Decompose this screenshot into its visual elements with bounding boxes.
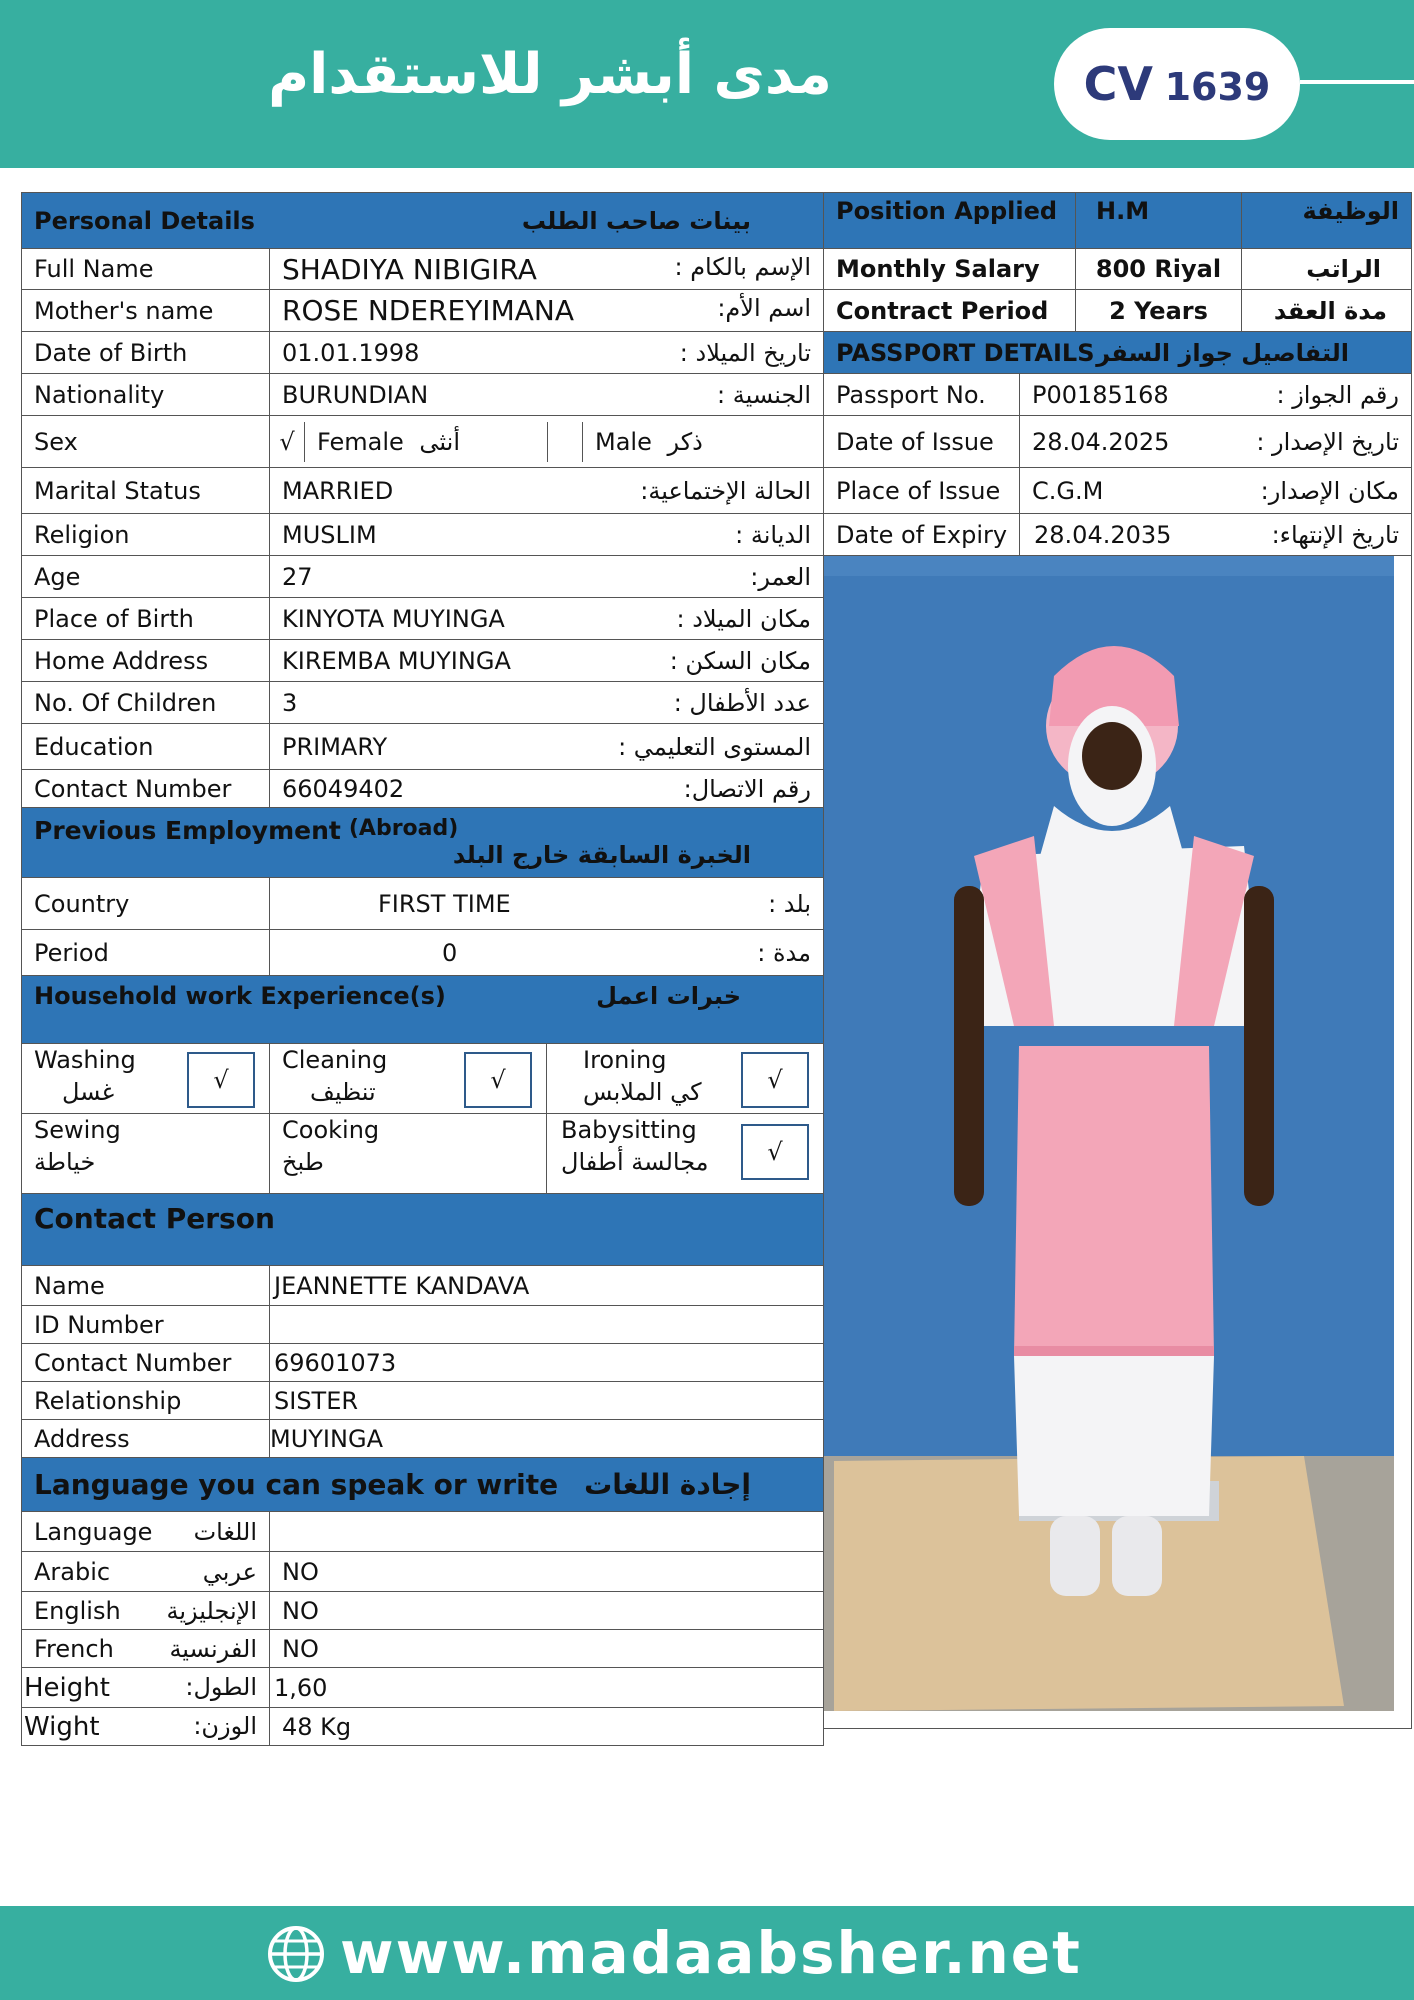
- row-label: Home Address: [22, 640, 270, 682]
- height-label: Height: [24, 1672, 110, 1703]
- language-row: [22, 1592, 824, 1630]
- row-value: PRIMARY: [282, 732, 388, 761]
- weight-label: Wight: [24, 1711, 100, 1742]
- previous-title-en: Previous Employment: [34, 816, 341, 845]
- height-value: 1,60: [270, 1668, 824, 1708]
- brand-title: مدى أبشر للاستقدام: [268, 42, 832, 107]
- candidate-photo: [824, 556, 1412, 1728]
- row-value-cell: [270, 332, 824, 374]
- personal-row: [22, 770, 824, 808]
- personal-row: [22, 556, 824, 598]
- row-value: 01.01.1998: [282, 338, 420, 367]
- personal-row: [22, 640, 824, 682]
- country-value: FIRST TIME: [378, 889, 511, 918]
- passport-value: P00185168: [1032, 380, 1169, 409]
- weight-label-ar: الوزن:: [193, 1711, 257, 1740]
- row-label: Date of Birth: [22, 332, 270, 374]
- skill-label-ar: خياطة: [34, 1148, 96, 1176]
- skill-label-ar: طبخ: [282, 1148, 324, 1176]
- contact-label: ID Number: [22, 1306, 270, 1344]
- skill-babysitting: [547, 1114, 824, 1194]
- contact-value: JEANNETTE KANDAVA: [270, 1266, 824, 1306]
- row-value-cell: [270, 468, 824, 514]
- personal-details-header: [22, 193, 824, 249]
- cv-number: 1639: [1164, 65, 1271, 109]
- language-label-cell: [22, 1630, 270, 1668]
- personal-row: [22, 682, 824, 724]
- salary-row: [824, 249, 1412, 290]
- row-label-ar: الحالة الإختماعية:: [640, 476, 811, 505]
- height-label-ar: الطول:: [185, 1672, 257, 1701]
- language-label-ar: عربي: [202, 1557, 257, 1586]
- cv-label: CV: [1083, 57, 1153, 111]
- cv-number-badge: [1054, 28, 1300, 140]
- row-label: Religion: [22, 514, 270, 556]
- photo-skirt: [1014, 1356, 1214, 1516]
- row-label-ar: العمر:: [750, 562, 811, 591]
- skill-checkbox[interactable]: √: [464, 1052, 532, 1108]
- row-value: MARRIED: [282, 476, 394, 505]
- languages-title-ar: إجادة اللغات: [584, 1468, 751, 1501]
- photo-face: [1082, 722, 1142, 790]
- passport-title-en: PASSPORT DETAILS: [836, 338, 1095, 367]
- contract-label-ar: مدة العقد: [1242, 290, 1412, 332]
- language-row: [22, 1512, 824, 1552]
- skill-label: Cooking: [282, 1116, 380, 1144]
- personal-title-ar: بينات صاحب الطلب: [521, 206, 751, 235]
- language-label-ar: اللغات: [193, 1517, 257, 1546]
- contact-label: Relationship: [22, 1382, 270, 1420]
- skill-label-ar: كي الملابس: [583, 1078, 702, 1106]
- row-value-cell: [270, 640, 824, 682]
- weight-value: 48 Kg: [270, 1708, 824, 1746]
- previous-title-ar: الخبرة السابقة خارج البلد: [452, 841, 751, 869]
- row-label-ar: عدد الأطفال :: [673, 688, 811, 717]
- language-label: French: [34, 1634, 114, 1663]
- passport-label: Place of Issue: [824, 468, 1020, 514]
- personal-row: [22, 514, 824, 556]
- website-url[interactable]: www.madaabsher.net: [340, 1919, 1082, 1987]
- row-label-ar: اسم الأم:: [717, 294, 811, 322]
- language-row: [22, 1552, 824, 1592]
- row-value-cell: [270, 374, 824, 416]
- salary-label: Monthly Salary: [824, 249, 1076, 290]
- contact-value: SISTER: [270, 1382, 824, 1420]
- sex-label: Sex: [22, 416, 270, 468]
- passport-label-ar: رقم الجواز :: [1276, 380, 1399, 409]
- row-label-ar: الجنسية :: [717, 380, 811, 409]
- female-label-ar: أنثى: [419, 427, 461, 456]
- language-label-cell: [22, 1552, 270, 1592]
- contact-row: [22, 1306, 824, 1344]
- personal-row: [22, 290, 824, 332]
- skill-label: Babysitting: [561, 1116, 697, 1144]
- photo-cell: [824, 556, 1412, 1729]
- contact-row: [22, 1266, 824, 1306]
- passport-row: [824, 514, 1412, 556]
- row-label: Nationality: [22, 374, 270, 416]
- row-label-ar: الديانة :: [735, 520, 811, 549]
- household-row: [22, 1044, 824, 1114]
- passport-row: [824, 416, 1412, 468]
- passport-value: C.G.M: [1032, 476, 1104, 505]
- skill-checkbox[interactable]: √: [741, 1052, 809, 1108]
- passport-label-ar: مكان الإصدار:: [1260, 476, 1399, 505]
- languages-header: [22, 1458, 824, 1512]
- row-label-ar: الإسم بالكام :: [674, 252, 811, 281]
- row-value-cell: [270, 249, 824, 290]
- previous-row: [22, 930, 824, 976]
- contract-value: 2 Years: [1076, 290, 1242, 332]
- previous-title-abroad: (Abroad): [348, 816, 459, 841]
- contact-row: [22, 1382, 824, 1420]
- contact-row: [22, 1344, 824, 1382]
- contact-value: 69601073: [270, 1344, 824, 1382]
- language-value: NO: [270, 1592, 824, 1630]
- skill-label: Sewing: [34, 1116, 121, 1144]
- personal-row: [22, 332, 824, 374]
- passport-value: 28.04.2035: [1034, 520, 1172, 549]
- household-title-en: Household work Experience(s): [34, 982, 446, 1010]
- row-value-cell: [270, 598, 824, 640]
- row-value-cell: [270, 682, 824, 724]
- language-label-ar: الفرنسية: [169, 1634, 257, 1663]
- contact-value: MUYINGA: [270, 1420, 824, 1458]
- row-label-ar: المستوى التعليمي :: [618, 732, 811, 761]
- row-label-ar: تاريخ الميلاد :: [679, 338, 811, 367]
- row-label-ar: مكان السكن :: [669, 646, 811, 675]
- personal-title-en: Personal Details: [34, 206, 255, 235]
- row-label: No. Of Children: [22, 682, 270, 724]
- country-cell: [270, 878, 824, 930]
- row-label: Place of Birth: [22, 598, 270, 640]
- position-row: [824, 193, 1412, 249]
- language-label: Arabic: [34, 1557, 111, 1586]
- skill-ironing: [547, 1044, 824, 1114]
- skill-cooking: [270, 1114, 547, 1194]
- previous-row: [22, 878, 824, 930]
- row-label-ar: رقم الاتصال:: [683, 774, 811, 803]
- languages-title-en: Language you can speak or write: [34, 1468, 559, 1501]
- passport-value-cell: [1020, 468, 1412, 514]
- row-value: KIREMBA MUYINGA: [282, 646, 511, 675]
- personal-row: [22, 468, 824, 514]
- salary-label-ar: الراتب: [1242, 249, 1412, 290]
- male-label-ar: ذكر: [667, 427, 703, 456]
- personal-row: [22, 724, 824, 770]
- row-value-cell: [270, 556, 824, 598]
- female-checkbox[interactable]: √: [270, 422, 305, 462]
- male-label: Male: [595, 427, 652, 456]
- header-bar: [0, 0, 1414, 168]
- contact-person-header: Contact Person: [22, 1194, 824, 1266]
- row-label: Contact Number: [22, 770, 270, 808]
- header-line: [1300, 80, 1414, 84]
- row-label: Age: [22, 556, 270, 598]
- personal-row: [22, 374, 824, 416]
- row-value: 3: [282, 688, 298, 717]
- position-label: Position Applied: [824, 193, 1076, 249]
- passport-value-cell: [1020, 514, 1412, 556]
- row-label-ar: مكان الميلاد :: [676, 604, 811, 633]
- contact-label: Address: [22, 1420, 270, 1458]
- height-row: [22, 1668, 824, 1708]
- passport-label-ar: تاريخ الإصدار :: [1256, 427, 1399, 456]
- weight-label-cell: [22, 1708, 270, 1746]
- skill-cleaning: [270, 1044, 547, 1114]
- skill-label: Washing: [34, 1046, 136, 1074]
- row-value-cell: [270, 724, 824, 770]
- row-value: 66049402: [282, 774, 405, 803]
- period-value: 0: [442, 938, 458, 967]
- female-option: [317, 422, 548, 462]
- passport-label: Date of Expiry: [824, 514, 1020, 556]
- row-value-cell: [270, 290, 824, 332]
- male-checkbox[interactable]: [548, 422, 583, 462]
- household-header: [22, 976, 824, 1044]
- language-label: English: [34, 1596, 121, 1625]
- language-label-cell: [22, 1512, 270, 1552]
- passport-value: 28.04.2025: [1032, 427, 1170, 456]
- row-value: SHADIYA NIBIGIRA: [282, 252, 537, 286]
- row-label: Mother's name: [22, 290, 270, 332]
- position-label-ar: الوظيفة: [1242, 193, 1412, 249]
- row-value: KINYOTA MUYINGA: [282, 604, 505, 633]
- language-row: [22, 1630, 824, 1668]
- personal-row: [22, 598, 824, 640]
- row-value: 27: [282, 562, 313, 591]
- contact-value: [270, 1306, 824, 1344]
- right-table: [823, 192, 1412, 1729]
- passport-label: Date of Issue: [824, 416, 1020, 468]
- row-value-cell: [270, 770, 824, 808]
- country-label-ar: بلد :: [768, 889, 811, 918]
- contact-row: [22, 1420, 824, 1458]
- household-title-ar: خبرات اعمل: [596, 982, 741, 1010]
- row-value: ROSE NDEREYIMANA: [282, 294, 574, 327]
- row-value-cell: [270, 514, 824, 556]
- language-value: [270, 1512, 824, 1552]
- skill-sewing: [22, 1114, 270, 1194]
- passport-row: [824, 374, 1412, 416]
- skill-checkbox[interactable]: √: [187, 1052, 255, 1108]
- globe-icon: [266, 1924, 326, 1984]
- skill-label: Cleaning: [282, 1046, 388, 1074]
- row-label: Full Name: [22, 249, 270, 290]
- language-label-ar: الإنجليزية: [166, 1596, 257, 1625]
- language-value: NO: [270, 1552, 824, 1592]
- female-label: Female: [317, 427, 404, 456]
- language-label-cell: [22, 1592, 270, 1630]
- skill-label-ar: مجالسة أطفال: [561, 1148, 709, 1176]
- row-value: BURUNDIAN: [282, 380, 429, 409]
- passport-row: [824, 468, 1412, 514]
- passport-value-cell: [1020, 416, 1412, 468]
- language-label: Language: [34, 1517, 153, 1546]
- household-row: [22, 1114, 824, 1194]
- personal-row: [22, 249, 824, 290]
- sex-options: [270, 416, 824, 468]
- left-table: [21, 192, 824, 1746]
- contact-label: Name: [22, 1266, 270, 1306]
- previous-employment-header: [22, 808, 824, 878]
- photo-apron: [1014, 1046, 1214, 1356]
- period-cell: [270, 930, 824, 976]
- passport-label: Passport No.: [824, 374, 1020, 416]
- footer-bar: [0, 1906, 1414, 2000]
- row-label: Marital Status: [22, 468, 270, 514]
- position-value: H.M: [1076, 193, 1242, 249]
- salary-value: 800 Riyal: [1076, 249, 1242, 290]
- skill-label: Ironing: [583, 1046, 667, 1074]
- passport-title-ar: التفاصيل جواز السفر: [1096, 338, 1349, 367]
- contract-label: Contract Period: [824, 290, 1076, 332]
- period-label: Period: [22, 930, 270, 976]
- skill-checkbox[interactable]: √: [741, 1124, 809, 1180]
- passport-label-ar: تاريخ الإنتهاء:: [1271, 520, 1399, 549]
- language-value: NO: [270, 1630, 824, 1668]
- sex-row: [22, 416, 824, 468]
- height-label-cell: [22, 1668, 270, 1708]
- row-label: Education: [22, 724, 270, 770]
- passport-value-cell: [1020, 374, 1412, 416]
- contact-label: Contact Number: [22, 1344, 270, 1382]
- row-value: MUSLIM: [282, 520, 377, 549]
- skill-label-ar: غسل: [62, 1078, 115, 1106]
- period-label-ar: مدة :: [757, 938, 811, 967]
- skill-washing: [22, 1044, 270, 1114]
- passport-header: [824, 332, 1412, 374]
- contract-row: [824, 290, 1412, 332]
- male-option: [595, 422, 703, 462]
- country-label: Country: [22, 878, 270, 930]
- weight-row: [22, 1708, 824, 1746]
- skill-label-ar: تنظيف: [310, 1078, 376, 1106]
